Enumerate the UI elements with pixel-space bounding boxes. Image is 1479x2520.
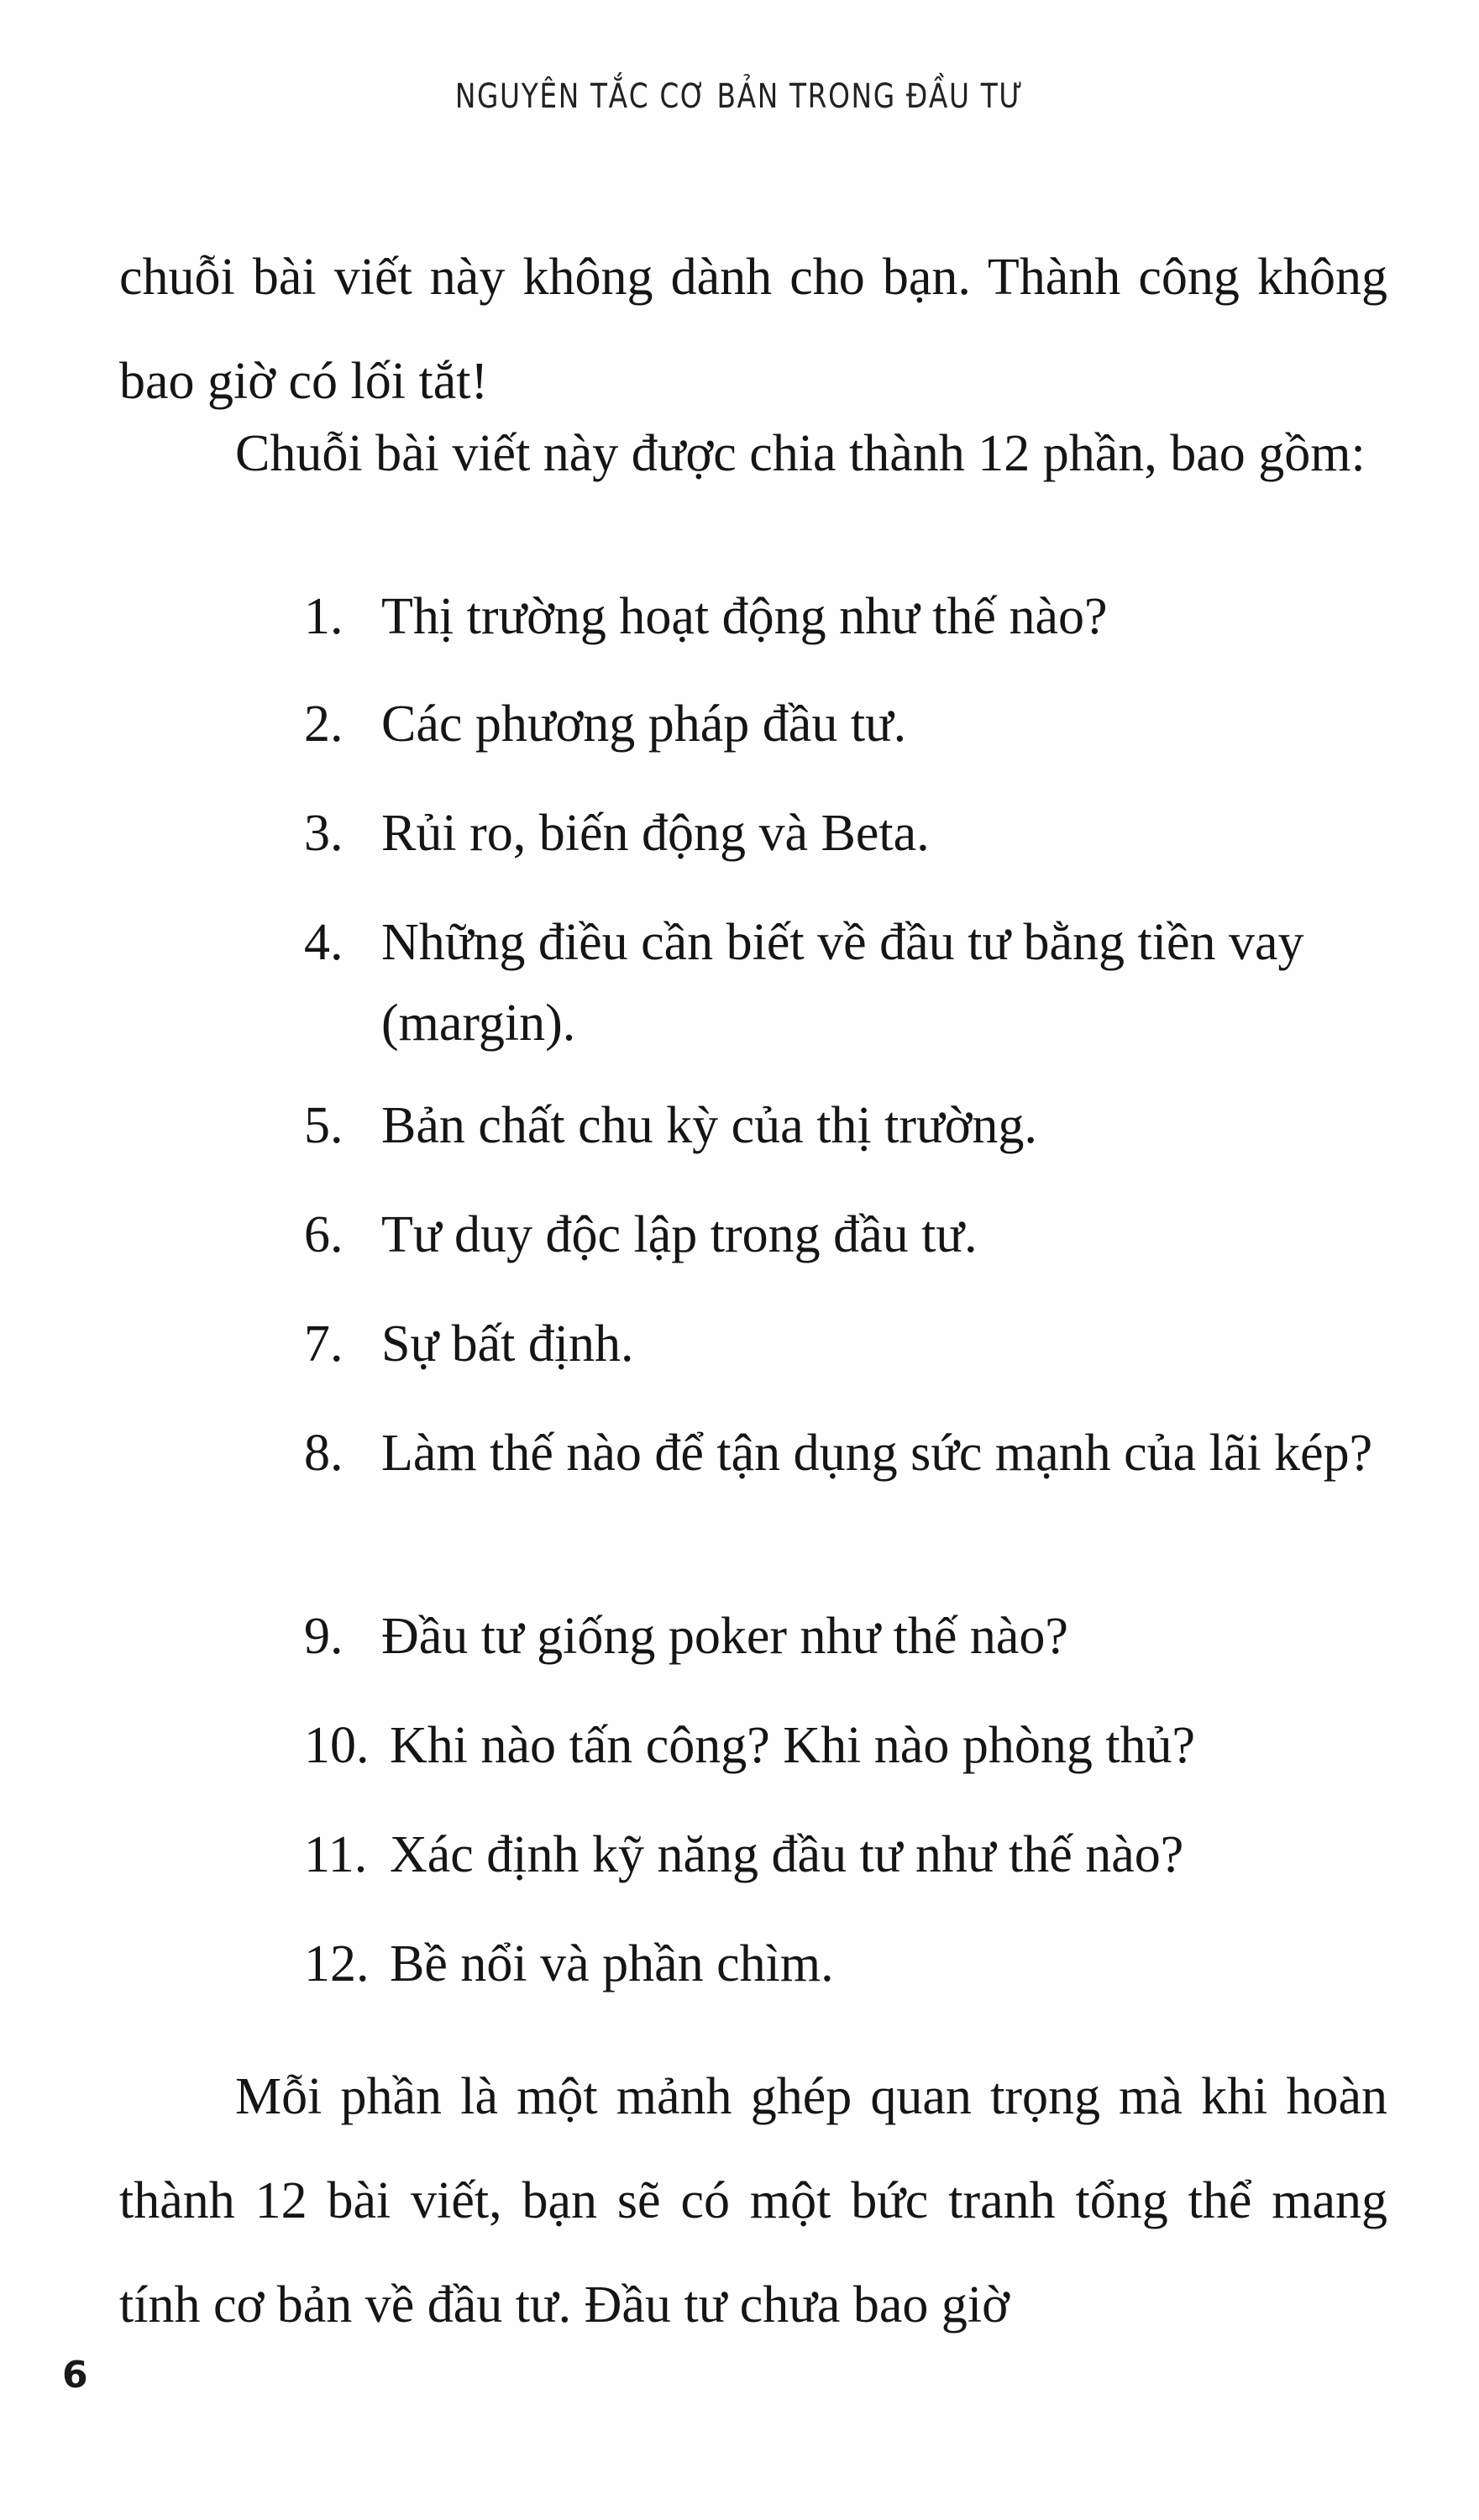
list-item-number: 1. [304,588,344,645]
list-item [304,1304,1396,1384]
list-item-text: Đầu tư giống poker như thế nào? [381,1608,1068,1665]
list-item [304,793,1396,874]
list-item-number: 3. [304,805,344,862]
list-item-text: Những điều cần biết về đầu tư bằng tiền vay (margin). [381,914,1304,1052]
list-item-text: Thị trường hoạt động như thế nào? [381,588,1108,645]
list-item [304,1413,1396,1494]
list-item [304,1924,1396,2004]
list-item-number: 9. [304,1608,344,1665]
list-item-text: Khi nào tấn công? Khi nào phòng thủ? [390,1717,1196,1774]
list-item [304,576,1396,657]
list-item [304,1596,1396,1677]
list-item [304,1705,1396,1786]
list-item-text: Các phương pháp đầu tư. [381,696,907,753]
list-item-text: Làm thế nào để tận dụng sức mạnh của lãi kép? [381,1425,1373,1482]
list-item-number: 6. [304,1206,344,1263]
list-item-number: 7. [304,1315,344,1373]
list-item [304,902,1396,1063]
list-item-text: Tư duy độc lập trong đầu tư. [381,1206,978,1263]
paragraph-intro: Chuỗi bài viết này được chia thành 12 phần, bao gồm: [235,425,1366,482]
list-item-number: 10. [304,1717,370,1774]
running-header: NGUYÊN TẮC CƠ BẢN TRONG ĐẦU TƯ [454,77,1025,116]
list-item-number: 4. [304,914,344,971]
list-item [304,1194,1396,1275]
list-item [304,684,1396,764]
list-item-number: 8. [304,1425,344,1482]
list-item-number: 5. [304,1097,344,1154]
list-item-number: 2. [304,696,344,753]
list-item-number: 11. [304,1826,368,1883]
list-item [304,1814,1396,1895]
paragraph-summary: Mỗi phần là một mảnh ghép quan trọng mà khi hoàn thành 12 bài viết, bạn sẽ có một bức tranh tổng thể mang tính cơ bản về đầu tư. Đầu tư chưa bao giờ [119,2068,1387,2334]
paragraph-continuation: chuỗi bài viết này không dành cho bạn. Thành công không bao giờ có lối tắt! [119,249,1387,410]
page-number: 6 [62,2354,88,2397]
list-item-number: 12. [304,1935,370,1992]
list-item-text: Sự bất định. [381,1315,634,1373]
list-item-text: Bản chất chu kỳ của thị trường. [381,1097,1037,1154]
list-item-text: Rủi ro, biến động và Beta. [381,805,930,862]
list-item-text: Bề nổi và phần chìm. [390,1935,834,1992]
list-item [304,1085,1396,1166]
list-item-text: Xác định kỹ năng đầu tư như thế nào? [390,1826,1184,1883]
